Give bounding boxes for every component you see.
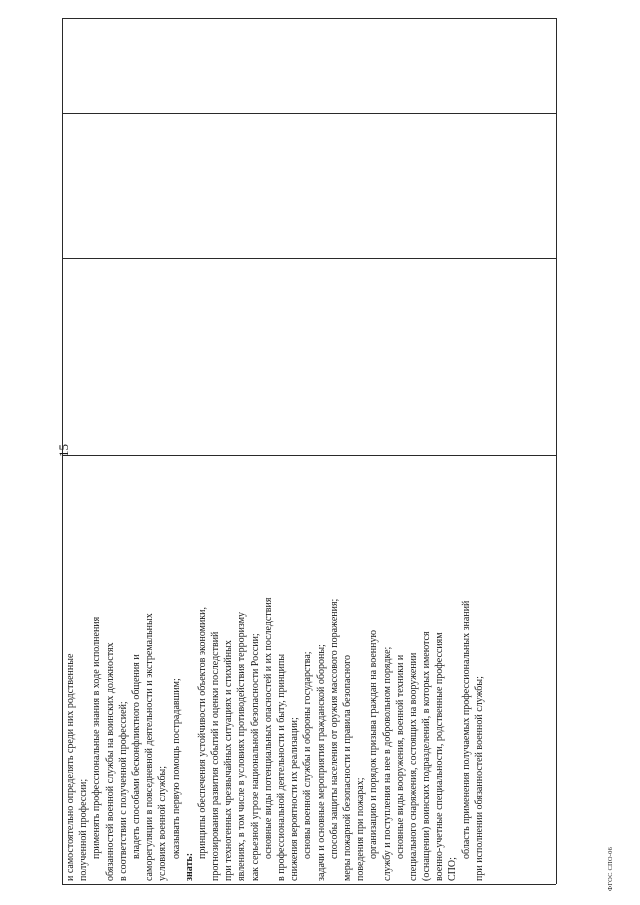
text-line: прогнозирования развития событий и оценки последствий — [210, 631, 222, 881]
text-line: полученной профессии; — [78, 778, 90, 881]
text-line: снижения вероятности их реализации; — [289, 717, 301, 881]
text-line: условиях военной службы; — [157, 765, 169, 881]
text-line: в профессиональной деятельности и быту, принципы — [276, 653, 287, 881]
text-line: способы защиты населения от оружия массового поражения; — [328, 598, 340, 859]
page-number: 15 — [56, 444, 71, 457]
text-line: область применения получаемых профессиональных знаний — [460, 600, 472, 859]
text-line: как серьезной угрозе национальной безопасности России; — [249, 633, 261, 881]
text-line: явлениях, в том числе в условиях противодействия терроризму — [236, 611, 248, 881]
text-line: саморегуляции в повседневной деятельности и экстремальных — [144, 613, 156, 881]
text-line: (оснащении) воинских подразделений, в которых имеются — [421, 631, 433, 881]
text-line: оказывать первую помощь пострадавшим; — [170, 678, 182, 859]
text-line: военно-учетные специальности, родственные профессиям — [434, 632, 446, 881]
footer-code: ФГОС СПО-06 — [607, 846, 614, 891]
text-line: основные виды вооружения, военной техники и — [394, 654, 406, 859]
text-column — [64, 461, 486, 881]
text-line: меры пожарной безопасности и правила безопасного — [341, 654, 353, 881]
text-line: обязанностей военной службы на воинских должностях — [104, 642, 116, 881]
text-line: основные виды потенциальных опасностей и их последствия — [262, 597, 274, 859]
text-line: при техногенных чрезвычайных ситуациях и стихийных — [223, 640, 235, 881]
text-line: применять профессиональные знания в ходе исполнения — [91, 616, 103, 859]
text-line: знать: — [183, 852, 195, 881]
text-line: службу и поступления на нее в добровольном порядке; — [381, 646, 393, 881]
text-line: СПО; — [447, 857, 459, 881]
text-line: владеть способами бесконфликтного общения и — [130, 654, 142, 859]
text-line: поведения при пожарах; — [355, 777, 367, 881]
text-line: организацию и порядок призыва граждан на военную — [368, 630, 380, 859]
text-line: задачи и основные мероприятия гражданской обороны; — [315, 644, 327, 881]
text-line: специального снаряжения, состоящих на вооружении — [407, 652, 419, 881]
text-line: и самостоятельно определять среди них родственные — [65, 653, 76, 881]
text-line: принципы обеспечения устойчивости объектов экономики, — [196, 606, 208, 859]
text-line: в соответствии с полученной профессией; — [117, 701, 129, 881]
text-line: при исполнении обязанностей военной службы; — [473, 676, 485, 881]
text-line: основы военной службы и обороны государства; — [302, 651, 314, 859]
